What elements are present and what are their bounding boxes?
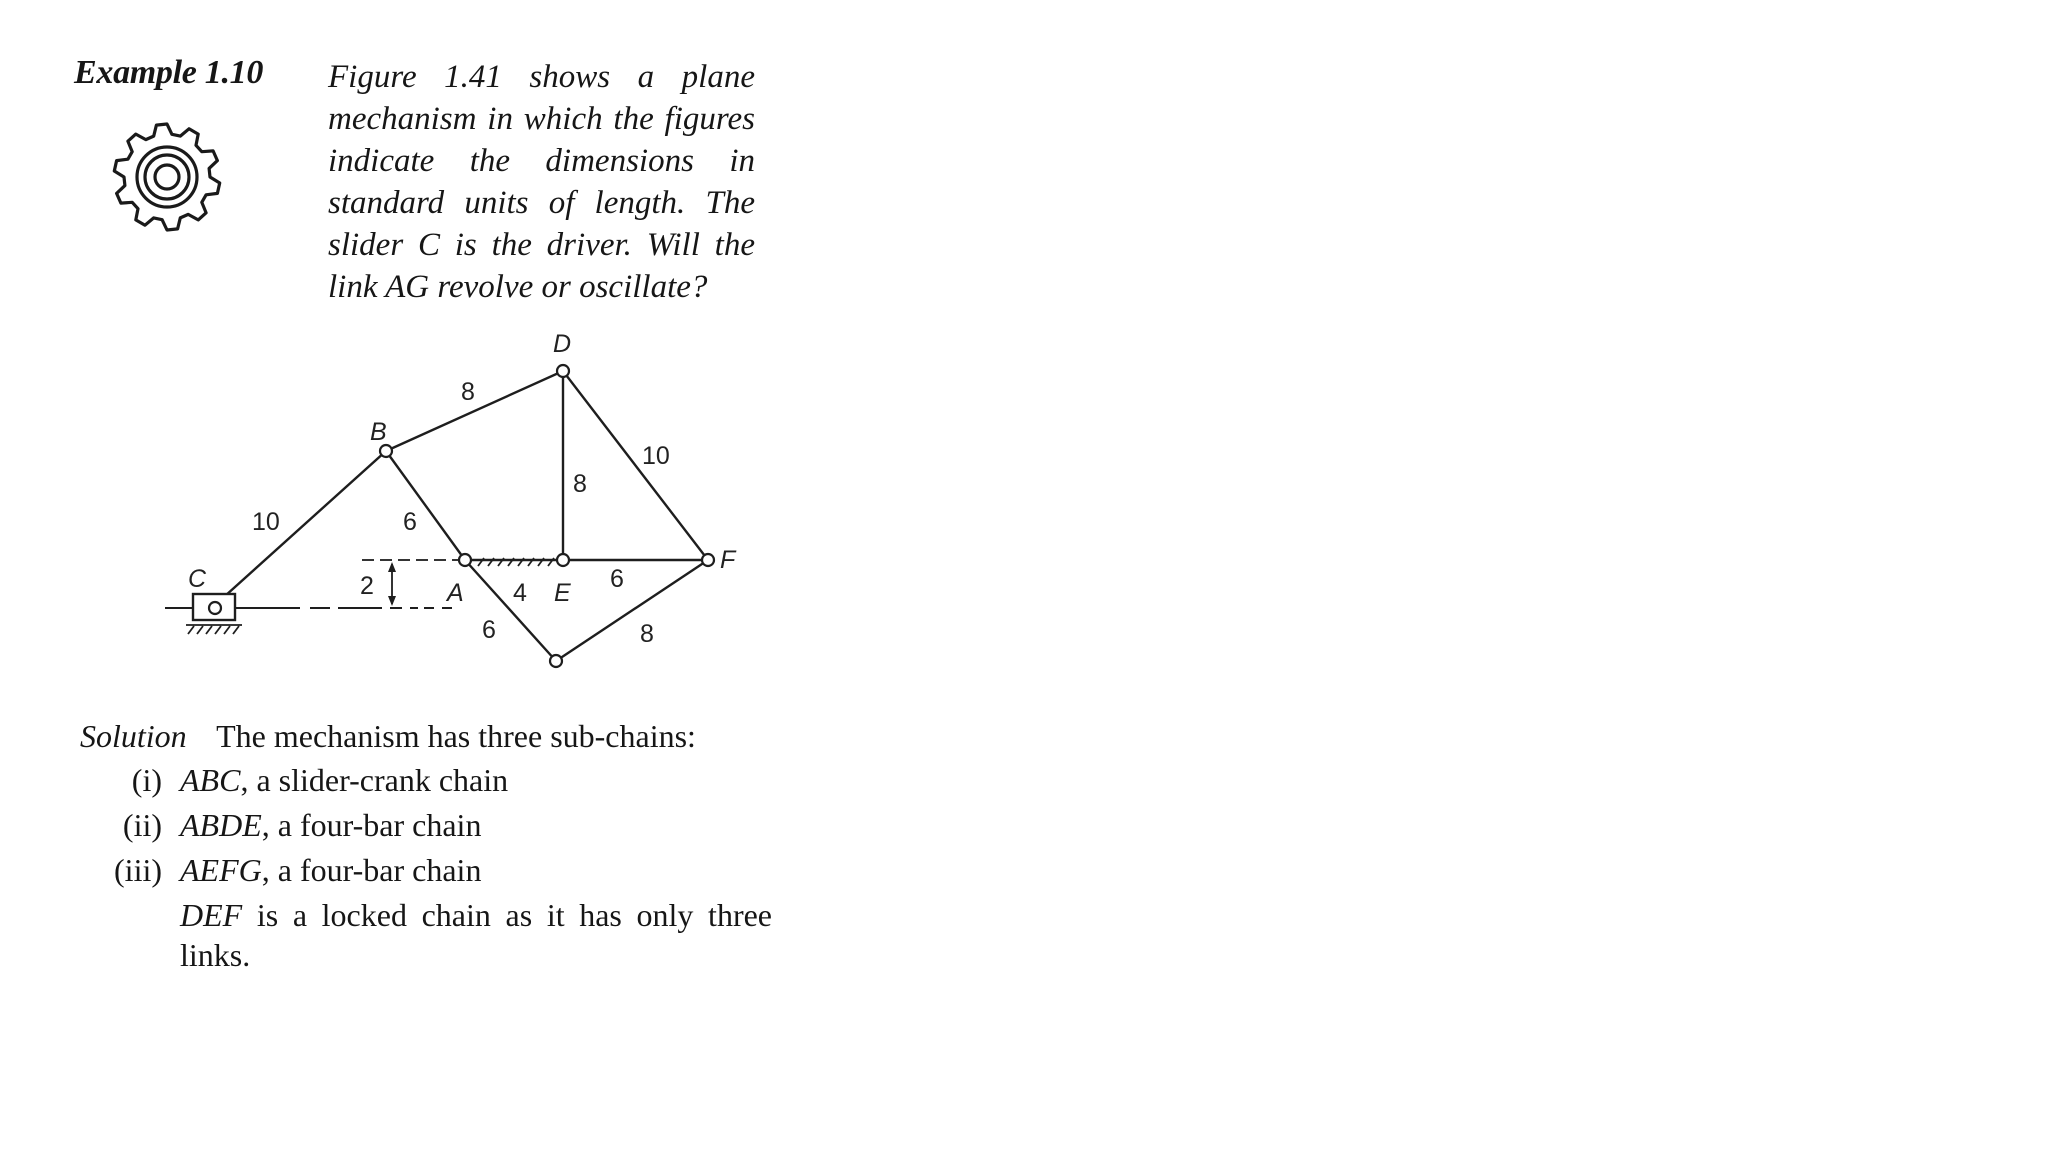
problem-text-line: link AG revolve or oscillate?	[328, 269, 708, 305]
list-item: AEFG, a four-bar chain	[180, 852, 482, 888]
joint-g	[550, 655, 562, 667]
problem-text-line: indicate the dimensions in	[328, 143, 755, 179]
dim-bc: 10	[252, 508, 280, 536]
label-f: F	[720, 546, 736, 574]
dim-gf: 8	[640, 620, 654, 648]
dim-offset: 2	[360, 572, 374, 600]
link-gf	[556, 560, 708, 661]
slider-ground-hatch	[186, 625, 242, 634]
joint-e	[557, 554, 569, 566]
mechanism-diagram	[160, 322, 760, 682]
dim-ae: 4	[513, 579, 527, 607]
joint-f	[702, 554, 714, 566]
gear-icon	[108, 118, 226, 236]
joint-a	[459, 554, 471, 566]
problem-text-line: standard units of length. The	[328, 185, 755, 221]
dim-ef: 6	[610, 565, 624, 593]
dim-ag: 6	[482, 616, 496, 644]
link-df	[563, 371, 708, 560]
label-a: A	[447, 579, 464, 607]
joint-b	[380, 445, 392, 457]
list-item: ABDE, a four-bar chain	[180, 807, 482, 843]
link-ab	[386, 451, 465, 560]
dim-df: 10	[642, 442, 670, 470]
problem-text-line: mechanism in which the figures	[328, 101, 755, 137]
solution-intro: The mechanism has three sub-chains:	[216, 718, 696, 754]
solution-label: Solution	[80, 718, 187, 754]
dim-bd: 8	[461, 378, 475, 406]
conclusion-line: DEF is a locked chain as it has only three	[180, 897, 773, 933]
conclusion-line: links.	[180, 937, 251, 973]
joint-d	[557, 365, 569, 377]
problem-text-line: Figure 1.41 shows a plane	[328, 59, 755, 95]
link-ag	[465, 560, 556, 661]
label-d: D	[553, 330, 572, 358]
label-b: B	[370, 418, 387, 446]
problem-text-line: slider C is the driver. Will the	[328, 227, 755, 263]
offset-dimension	[362, 560, 460, 606]
solution-heading	[80, 716, 696, 756]
joint-c	[209, 602, 221, 614]
example-label: Example 1.10	[74, 54, 264, 91]
label-c: C	[188, 565, 207, 593]
list-item: ABC, a slider-crank chain	[180, 762, 509, 798]
dim-ab: 6	[403, 508, 417, 536]
dim-de: 8	[573, 470, 587, 498]
label-e: E	[554, 579, 571, 607]
